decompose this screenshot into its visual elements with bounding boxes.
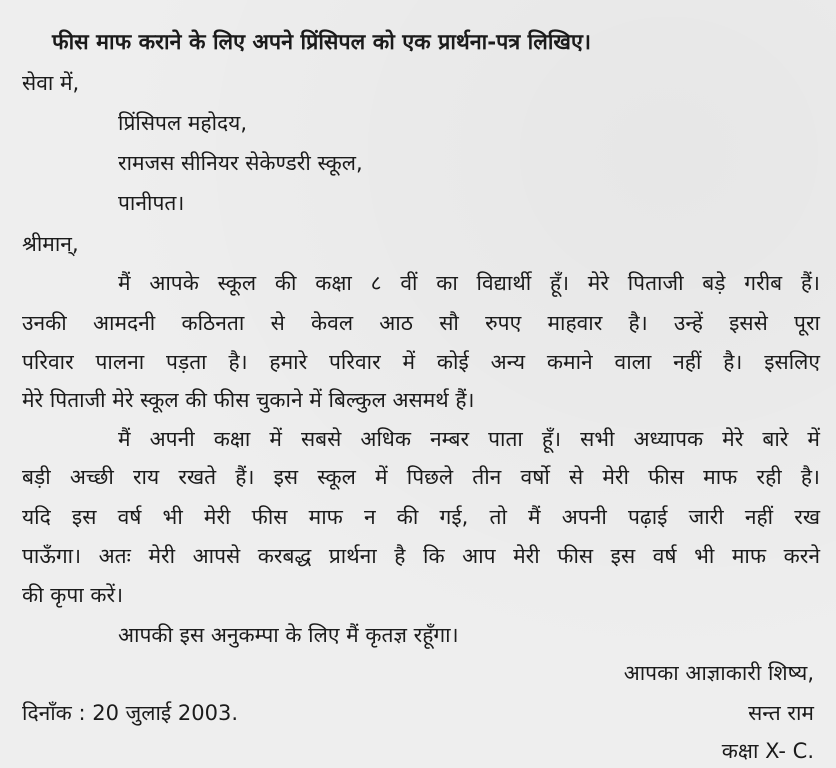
para2-line-4: पाऊँगा। अतः मेरी आपसे करबद्ध प्रार्थना है कि आप मेरी फीस इस वर्ष भी माफ करने [22,544,820,568]
para1-line-1: मैं आपके स्कूल की कक्षा ८ वीं का विद्यार्थी हूँ। मेरे पिताजी बड़े गरीब हैं। [118,271,820,295]
para1-line-4: मेरे पिताजी मेरे स्कूल की फीस चुकाने में बिल्कुल असमर्थ हैं। [22,388,475,412]
sender-class: कक्षा X- C. [721,739,814,763]
address-line-2: रामजस सीनियर सेकेण्डरी स्कूल, [118,151,363,175]
greeting: श्रीमान्, [22,232,79,256]
letter-date: दिनाँक : 20 जुलाई 2003. [22,701,238,725]
para1-line-2: उनकी आमदनी कठिनता से केवल आठ सौ रुपए माहवार है। उन्हें इससे पूरा [22,311,820,335]
salutation-to: सेवा में, [22,71,80,95]
para2-line-2: बड़ी अच्छी राय रखते हैं। इस स्कूल में पिछले तीन वर्षो से मेरी फीस माफ रही है। [22,465,820,489]
closing: आपका आज्ञाकारी शिष्य, [623,661,814,685]
para1-line-3: परिवार पालना पड़ता है। हमारे परिवार में कोई अन्य कमाने वाला नहीं है। इसलिए [22,350,820,374]
address-line-1: प्रिंसिपल महोदय, [118,111,248,135]
sender-name: सन्त राम [748,701,814,725]
letter-title: फीस माफ कराने के लिए अपने प्रिंसिपल को एक प्रार्थना-पत्र लिखिए। [52,30,592,55]
para3: आपकी इस अनुकम्पा के लिए मैं कृतज्ञ रहूँगा। [118,623,459,647]
address-line-3: पानीपत। [118,191,185,215]
para2-line-3: यदि इस वर्ष भी मेरी फीस माफ न की गई, तो मैं अपनी पढ़ाई जारी नहीं रख [22,505,820,529]
para2-line-5: की कृपा करें। [22,583,124,607]
para2-line-1: मैं अपनी कक्षा में सबसे अधिक नम्बर पाता हूँ। सभी अध्यापक मेरे बारे में [118,427,820,451]
